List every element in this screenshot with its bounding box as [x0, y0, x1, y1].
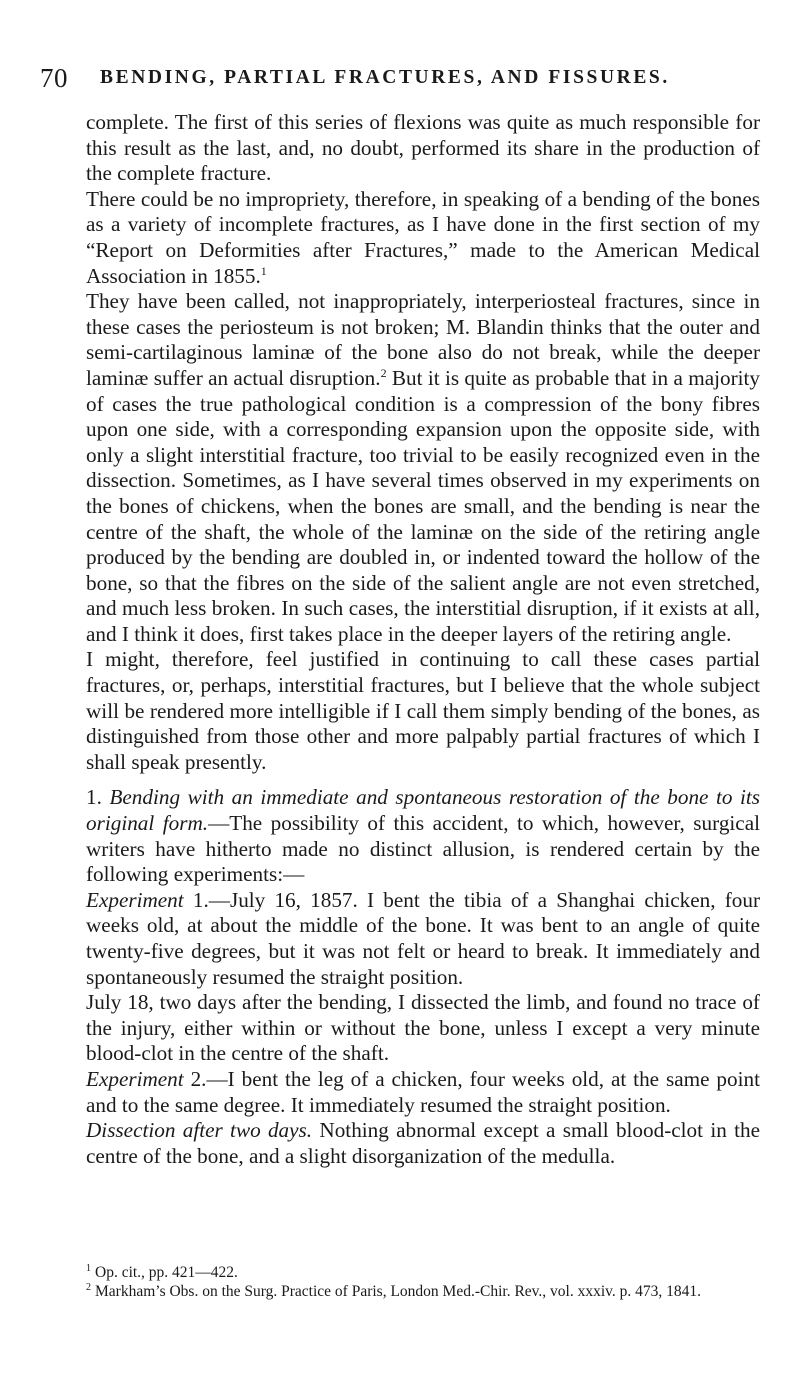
footnotes	[86, 1263, 760, 1301]
paragraph: complete. The first of this series of flexions was quite as much responsible for this result as the last, and, no doubt, performed its share in the production of the complete fracture.	[86, 110, 760, 186]
experiment-paragraph: Experiment 2.—I bent the leg of a chicken, four weeks old, at the same point and to the same degree. It immediately resumed the straight position.	[86, 1066, 760, 1117]
dissection-paragraph: Dissection after two days. Nothing abnormal except a small blood-clot in the centre of the bone, and a slight disorganization of the medulla.	[86, 1118, 760, 1168]
experiment-paragraph: Experiment 1.—July 16, 1857. I bent the tibia of a Shanghai chicken, four weeks old, at about the middle of the bone. It was bent to an angle of quite twenty-five degrees, but it was not felt or heard to break. It immediately and spontaneously resumed the straight position.	[86, 887, 760, 989]
body-text	[86, 110, 760, 1169]
paragraph: They have been called, not inappropriately, interperiosteal fractures, since in these cases the periosteum is not broken; M. Blandin thinks that the outer and semi-cartilaginous laminæ of the bone also do not break, while the deeper laminæ suffer an actual disruption.$^2$ But it is quite as probable that in a majority of cases the true pathological condition is a compression of the bony fibres upon one side, with a corresponding expansion upon the opposite side, with only a slight interstitial fracture, too trivial to be easily recognized even in the dissection. Sometimes, as I have several times observed in my experiments on the bones of chickens, when the bones are small, and the bending is near the centre of the shaft, the whole of the laminæ on the side of the retiring angle produced by the bending are doubled in, or indented toward the hollow of the bone, so that the fibres on the side of the salient angle are not even stretched, and much less broken. In such cases, the interstitial disruption, if it exists at all, and I think it does, first takes place in the deeper layers of the retiring angle.	[86, 289, 760, 646]
paragraph: July 18, two days after the bending, I dissected the limb, and found no trace of the injury, either within or without the bone, unless I except a very minute blood-clot in the centre of the shaft.	[86, 990, 760, 1066]
experiment-label: Experiment	[86, 1066, 184, 1091]
footnote: $^1$ Op. cit., pp. 421—422.	[86, 1262, 238, 1281]
paragraph: I might, therefore, feel justified in continuing to call these cases partial fractures, or, perhaps, interstitial fractures, but I believe that the whole subject will be rendered more intelligible if I call them simply bending of the bones, as distinguished from those other and more palpably partial fractures of which I shall speak presently.	[86, 647, 760, 774]
page-number: 70	[40, 63, 68, 93]
footnote: $^2$ Markham’s Obs. on the Surg. Practice of Paris, London Med.-Chir. Rev., vol. xxxiv. p. 473, 1841.	[86, 1281, 702, 1300]
footnote-ref: 2	[380, 365, 387, 380]
section-title: Bending with an immediate and spontaneous restoration of the bone to its original form.	[86, 785, 761, 836]
page-header	[40, 63, 760, 93]
experiment-label: Experiment	[86, 887, 184, 912]
section-heading-paragraph: 1. Bending with an immediate and spontaneous restoration of the bone to its original form.—The possibility of this accident, to which, however, surgical writers have hitherto made no distinct allusion, is rendered certain by the following experiments:—	[86, 785, 761, 887]
dissection-label: Dissection after two days.	[86, 1118, 313, 1143]
footnote-ref: 1	[260, 263, 267, 278]
running-head: BENDING, PARTIAL FRACTURES, AND FISSURES.	[100, 67, 670, 88]
paragraph: There could be no impropriety, therefore, in speaking of a bending of the bones as a variety of incomplete fractures, as I have done in the first section of my “Report on Deformities after Fractures,” made to the American Medical Association in 1855.$^1$	[86, 186, 760, 288]
